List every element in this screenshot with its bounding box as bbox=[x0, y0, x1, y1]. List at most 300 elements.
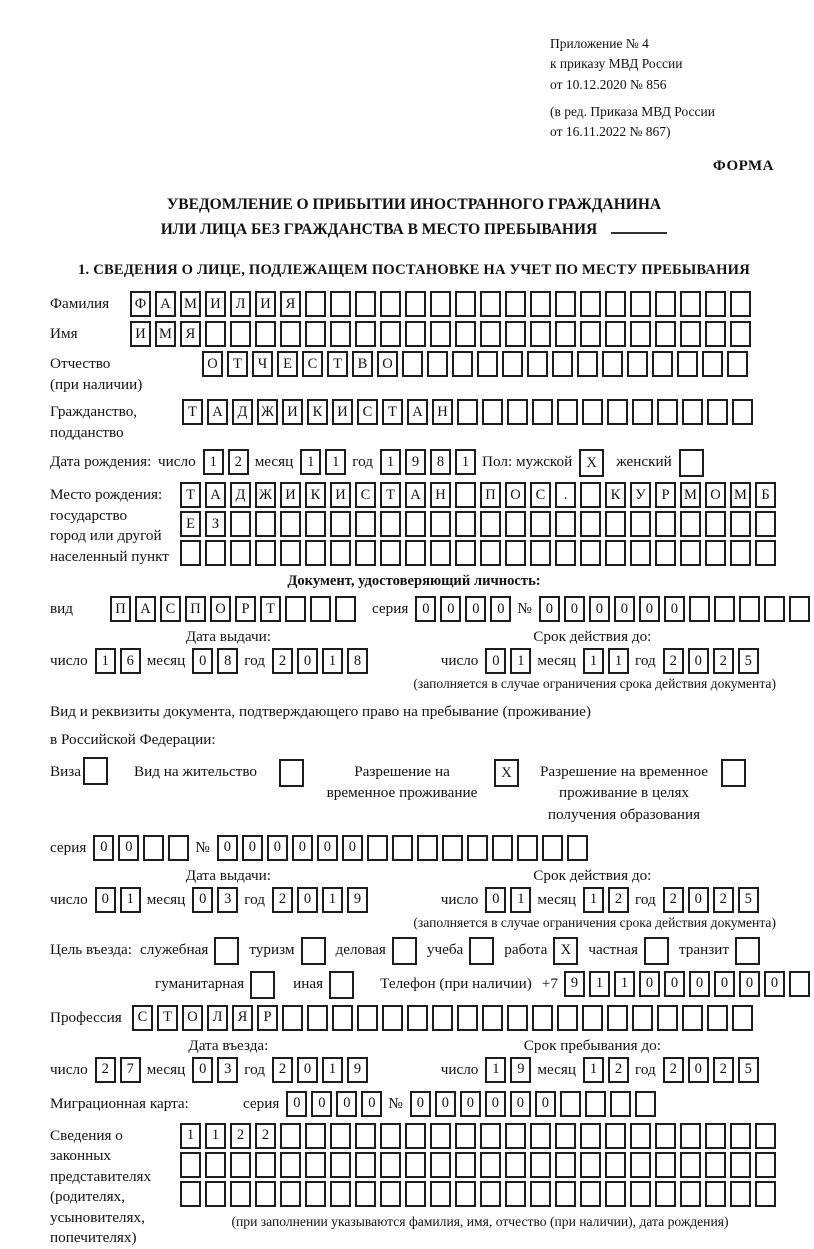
char-box[interactable] bbox=[689, 596, 710, 622]
char-box[interactable]: 5 bbox=[738, 648, 759, 674]
char-box[interactable] bbox=[505, 291, 526, 317]
char-box[interactable] bbox=[735, 937, 760, 965]
char-box[interactable]: 5 bbox=[738, 1057, 759, 1083]
char-box[interactable] bbox=[555, 511, 576, 537]
char-box[interactable] bbox=[755, 1123, 776, 1149]
char-box[interactable]: 0 bbox=[689, 971, 710, 997]
char-box[interactable] bbox=[205, 1152, 226, 1178]
char-box[interactable] bbox=[480, 1123, 501, 1149]
char-box[interactable] bbox=[380, 1152, 401, 1178]
char-box[interactable] bbox=[230, 1152, 251, 1178]
char-box[interactable]: 0 bbox=[286, 1091, 307, 1117]
char-box[interactable]: Д bbox=[232, 399, 253, 425]
char-box[interactable]: 1 bbox=[322, 1057, 343, 1083]
char-box[interactable] bbox=[532, 1005, 553, 1031]
char-box[interactable] bbox=[582, 399, 603, 425]
char-box[interactable] bbox=[530, 1181, 551, 1207]
char-box[interactable]: 2 bbox=[272, 887, 293, 913]
char-box[interactable] bbox=[505, 321, 526, 347]
char-box[interactable]: Т bbox=[182, 399, 203, 425]
char-box[interactable] bbox=[480, 321, 501, 347]
char-box[interactable]: X bbox=[579, 449, 604, 477]
char-box[interactable]: С bbox=[357, 399, 378, 425]
char-box[interactable] bbox=[279, 759, 304, 787]
char-box[interactable] bbox=[480, 1181, 501, 1207]
char-box[interactable]: М bbox=[730, 482, 751, 508]
char-box[interactable] bbox=[655, 511, 676, 537]
char-box[interactable]: 5 bbox=[738, 887, 759, 913]
char-box[interactable] bbox=[605, 291, 626, 317]
char-box[interactable] bbox=[580, 482, 601, 508]
char-box[interactable]: 0 bbox=[714, 971, 735, 997]
char-box[interactable] bbox=[580, 511, 601, 537]
char-box[interactable] bbox=[530, 540, 551, 566]
char-box[interactable] bbox=[630, 511, 651, 537]
char-box[interactable]: 0 bbox=[539, 596, 560, 622]
char-box[interactable] bbox=[732, 399, 753, 425]
char-box[interactable] bbox=[655, 321, 676, 347]
char-box[interactable] bbox=[305, 1181, 326, 1207]
char-box[interactable] bbox=[330, 291, 351, 317]
char-box[interactable]: А bbox=[407, 399, 428, 425]
char-box[interactable]: 9 bbox=[347, 887, 368, 913]
char-box[interactable]: 2 bbox=[608, 1057, 629, 1083]
char-box[interactable] bbox=[305, 321, 326, 347]
char-box[interactable] bbox=[310, 596, 331, 622]
char-box[interactable] bbox=[680, 1123, 701, 1149]
char-box[interactable]: 6 bbox=[120, 648, 141, 674]
char-box[interactable] bbox=[505, 511, 526, 537]
char-box[interactable]: 0 bbox=[192, 648, 213, 674]
char-box[interactable]: Р bbox=[235, 596, 256, 622]
char-box[interactable] bbox=[330, 1123, 351, 1149]
char-box[interactable] bbox=[555, 321, 576, 347]
char-box[interactable]: 0 bbox=[410, 1091, 431, 1117]
char-box[interactable] bbox=[507, 399, 528, 425]
char-box[interactable]: 0 bbox=[93, 835, 114, 861]
char-box[interactable]: С bbox=[302, 351, 323, 377]
char-box[interactable] bbox=[530, 1152, 551, 1178]
char-box[interactable]: 0 bbox=[118, 835, 139, 861]
char-box[interactable] bbox=[407, 1005, 428, 1031]
char-box[interactable]: 0 bbox=[267, 835, 288, 861]
char-box[interactable]: X bbox=[494, 759, 519, 787]
char-box[interactable] bbox=[482, 399, 503, 425]
char-box[interactable]: 1 bbox=[325, 449, 346, 475]
char-box[interactable] bbox=[280, 511, 301, 537]
char-box[interactable]: Я bbox=[180, 321, 201, 347]
char-box[interactable]: М bbox=[680, 482, 701, 508]
char-box[interactable] bbox=[402, 351, 423, 377]
char-box[interactable]: Е bbox=[180, 511, 201, 537]
char-box[interactable]: И bbox=[280, 482, 301, 508]
char-box[interactable] bbox=[705, 1181, 726, 1207]
char-box[interactable] bbox=[730, 1123, 751, 1149]
char-box[interactable]: Б bbox=[755, 482, 776, 508]
char-box[interactable]: 0 bbox=[292, 835, 313, 861]
char-box[interactable] bbox=[382, 1005, 403, 1031]
char-box[interactable] bbox=[505, 1181, 526, 1207]
char-box[interactable] bbox=[542, 835, 563, 861]
char-box[interactable] bbox=[644, 937, 669, 965]
char-box[interactable] bbox=[83, 757, 108, 785]
char-box[interactable]: 9 bbox=[405, 449, 426, 475]
char-box[interactable] bbox=[330, 540, 351, 566]
char-box[interactable]: 2 bbox=[608, 887, 629, 913]
char-box[interactable] bbox=[380, 540, 401, 566]
char-box[interactable]: 0 bbox=[440, 596, 461, 622]
char-box[interactable]: 0 bbox=[192, 1057, 213, 1083]
char-box[interactable]: 0 bbox=[460, 1091, 481, 1117]
char-box[interactable]: 0 bbox=[688, 887, 709, 913]
char-box[interactable] bbox=[680, 540, 701, 566]
char-box[interactable] bbox=[143, 835, 164, 861]
char-box[interactable] bbox=[301, 937, 326, 965]
char-box[interactable] bbox=[285, 596, 306, 622]
char-box[interactable] bbox=[630, 1181, 651, 1207]
char-box[interactable]: 0 bbox=[764, 971, 785, 997]
char-box[interactable]: 0 bbox=[639, 971, 660, 997]
char-box[interactable] bbox=[480, 511, 501, 537]
char-box[interactable]: 2 bbox=[663, 887, 684, 913]
char-box[interactable] bbox=[380, 1181, 401, 1207]
char-box[interactable] bbox=[355, 511, 376, 537]
char-box[interactable]: 1 bbox=[589, 971, 610, 997]
char-box[interactable] bbox=[455, 1123, 476, 1149]
char-box[interactable] bbox=[605, 1123, 626, 1149]
char-box[interactable]: 1 bbox=[510, 648, 531, 674]
char-box[interactable] bbox=[307, 1005, 328, 1031]
char-box[interactable]: 0 bbox=[217, 835, 238, 861]
char-box[interactable] bbox=[430, 321, 451, 347]
char-box[interactable]: 1 bbox=[120, 887, 141, 913]
char-box[interactable] bbox=[605, 1181, 626, 1207]
char-box[interactable]: Т bbox=[382, 399, 403, 425]
char-box[interactable]: А bbox=[155, 291, 176, 317]
char-box[interactable] bbox=[705, 1152, 726, 1178]
char-box[interactable]: К bbox=[305, 482, 326, 508]
char-box[interactable]: 1 bbox=[583, 1057, 604, 1083]
char-box[interactable] bbox=[555, 1181, 576, 1207]
char-box[interactable]: 0 bbox=[415, 596, 436, 622]
char-box[interactable] bbox=[555, 291, 576, 317]
char-box[interactable] bbox=[305, 540, 326, 566]
char-box[interactable]: И bbox=[255, 291, 276, 317]
char-box[interactable] bbox=[330, 511, 351, 537]
char-box[interactable] bbox=[455, 540, 476, 566]
char-box[interactable] bbox=[714, 596, 735, 622]
char-box[interactable] bbox=[430, 540, 451, 566]
char-box[interactable] bbox=[707, 1005, 728, 1031]
char-box[interactable] bbox=[482, 1005, 503, 1031]
char-box[interactable]: 9 bbox=[510, 1057, 531, 1083]
char-box[interactable] bbox=[392, 937, 417, 965]
char-box[interactable] bbox=[560, 1091, 581, 1117]
char-box[interactable] bbox=[630, 291, 651, 317]
char-box[interactable] bbox=[282, 1005, 303, 1031]
char-box[interactable]: Л bbox=[207, 1005, 228, 1031]
char-box[interactable]: 2 bbox=[713, 1057, 734, 1083]
char-box[interactable]: П bbox=[110, 596, 131, 622]
char-box[interactable]: 8 bbox=[217, 648, 238, 674]
char-box[interactable] bbox=[405, 511, 426, 537]
char-box[interactable] bbox=[755, 540, 776, 566]
char-box[interactable] bbox=[657, 399, 678, 425]
char-box[interactable] bbox=[355, 1123, 376, 1149]
char-box[interactable] bbox=[755, 1181, 776, 1207]
char-box[interactable] bbox=[530, 321, 551, 347]
char-box[interactable] bbox=[380, 321, 401, 347]
char-box[interactable] bbox=[280, 1181, 301, 1207]
char-box[interactable] bbox=[280, 1123, 301, 1149]
char-box[interactable] bbox=[405, 321, 426, 347]
char-box[interactable] bbox=[205, 1181, 226, 1207]
char-box[interactable] bbox=[630, 1152, 651, 1178]
char-box[interactable] bbox=[457, 399, 478, 425]
char-box[interactable] bbox=[430, 1152, 451, 1178]
char-box[interactable]: Н bbox=[430, 482, 451, 508]
char-box[interactable] bbox=[555, 1152, 576, 1178]
char-box[interactable]: 0 bbox=[589, 596, 610, 622]
char-box[interactable] bbox=[580, 291, 601, 317]
char-box[interactable] bbox=[789, 971, 810, 997]
char-box[interactable]: 1 bbox=[614, 971, 635, 997]
char-box[interactable] bbox=[682, 399, 703, 425]
char-box[interactable] bbox=[430, 511, 451, 537]
char-box[interactable] bbox=[355, 291, 376, 317]
char-box[interactable] bbox=[605, 540, 626, 566]
char-box[interactable] bbox=[567, 835, 588, 861]
char-box[interactable] bbox=[214, 937, 239, 965]
char-box[interactable]: Я bbox=[280, 291, 301, 317]
char-box[interactable] bbox=[655, 540, 676, 566]
char-box[interactable] bbox=[405, 1181, 426, 1207]
char-box[interactable]: 2 bbox=[272, 648, 293, 674]
char-box[interactable]: Т bbox=[260, 596, 281, 622]
char-box[interactable]: Н bbox=[432, 399, 453, 425]
char-box[interactable] bbox=[607, 1005, 628, 1031]
char-box[interactable] bbox=[677, 351, 698, 377]
char-box[interactable] bbox=[455, 291, 476, 317]
char-box[interactable] bbox=[477, 351, 498, 377]
char-box[interactable]: 1 bbox=[380, 449, 401, 475]
char-box[interactable] bbox=[730, 511, 751, 537]
char-box[interactable] bbox=[730, 540, 751, 566]
char-box[interactable]: 0 bbox=[297, 887, 318, 913]
char-box[interactable]: 0 bbox=[465, 596, 486, 622]
char-box[interactable] bbox=[555, 1123, 576, 1149]
char-box[interactable] bbox=[705, 540, 726, 566]
char-box[interactable] bbox=[530, 511, 551, 537]
char-box[interactable] bbox=[557, 399, 578, 425]
char-box[interactable] bbox=[632, 1005, 653, 1031]
char-box[interactable]: Е bbox=[277, 351, 298, 377]
char-box[interactable] bbox=[502, 351, 523, 377]
char-box[interactable]: X bbox=[553, 937, 578, 965]
char-box[interactable]: С bbox=[160, 596, 181, 622]
char-box[interactable]: 8 bbox=[430, 449, 451, 475]
char-box[interactable] bbox=[630, 321, 651, 347]
char-box[interactable] bbox=[430, 1123, 451, 1149]
char-box[interactable] bbox=[452, 351, 473, 377]
char-box[interactable] bbox=[557, 1005, 578, 1031]
char-box[interactable]: Т bbox=[157, 1005, 178, 1031]
char-box[interactable]: Ф bbox=[130, 291, 151, 317]
char-box[interactable] bbox=[555, 540, 576, 566]
char-box[interactable]: 0 bbox=[739, 971, 760, 997]
char-box[interactable] bbox=[457, 1005, 478, 1031]
char-box[interactable] bbox=[455, 1152, 476, 1178]
char-box[interactable] bbox=[507, 1005, 528, 1031]
char-box[interactable] bbox=[730, 321, 751, 347]
char-box[interactable] bbox=[577, 351, 598, 377]
char-box[interactable] bbox=[168, 835, 189, 861]
char-box[interactable] bbox=[755, 511, 776, 537]
char-box[interactable]: 1 bbox=[455, 449, 476, 475]
char-box[interactable] bbox=[255, 511, 276, 537]
char-box[interactable]: 1 bbox=[485, 1057, 506, 1083]
char-box[interactable] bbox=[732, 1005, 753, 1031]
char-box[interactable]: 1 bbox=[300, 449, 321, 475]
char-box[interactable] bbox=[380, 1123, 401, 1149]
char-box[interactable]: В bbox=[352, 351, 373, 377]
char-box[interactable] bbox=[180, 1152, 201, 1178]
char-box[interactable]: Т bbox=[227, 351, 248, 377]
char-box[interactable]: 1 bbox=[608, 648, 629, 674]
char-box[interactable] bbox=[655, 1123, 676, 1149]
char-box[interactable] bbox=[680, 321, 701, 347]
char-box[interactable]: 3 bbox=[217, 1057, 238, 1083]
char-box[interactable] bbox=[580, 1152, 601, 1178]
char-box[interactable]: 0 bbox=[485, 887, 506, 913]
char-box[interactable] bbox=[405, 291, 426, 317]
char-box[interactable] bbox=[707, 399, 728, 425]
char-box[interactable] bbox=[602, 351, 623, 377]
char-box[interactable]: И bbox=[130, 321, 151, 347]
char-box[interactable] bbox=[480, 1152, 501, 1178]
char-box[interactable] bbox=[330, 1181, 351, 1207]
char-box[interactable]: 1 bbox=[322, 887, 343, 913]
char-box[interactable]: 0 bbox=[510, 1091, 531, 1117]
char-box[interactable]: 2 bbox=[663, 648, 684, 674]
char-box[interactable] bbox=[580, 321, 601, 347]
char-box[interactable]: 0 bbox=[490, 596, 511, 622]
char-box[interactable] bbox=[332, 1005, 353, 1031]
char-box[interactable] bbox=[455, 1181, 476, 1207]
char-box[interactable]: О bbox=[505, 482, 526, 508]
char-box[interactable] bbox=[607, 399, 628, 425]
char-box[interactable]: 0 bbox=[95, 887, 116, 913]
char-box[interactable]: 1 bbox=[322, 648, 343, 674]
char-box[interactable]: А bbox=[405, 482, 426, 508]
char-box[interactable] bbox=[727, 351, 748, 377]
char-box[interactable] bbox=[255, 540, 276, 566]
char-box[interactable] bbox=[329, 971, 354, 999]
char-box[interactable]: М bbox=[155, 321, 176, 347]
char-box[interactable]: Ж bbox=[255, 482, 276, 508]
char-box[interactable]: А bbox=[207, 399, 228, 425]
char-box[interactable] bbox=[530, 1123, 551, 1149]
char-box[interactable] bbox=[230, 1181, 251, 1207]
char-box[interactable]: 1 bbox=[510, 887, 531, 913]
char-box[interactable] bbox=[405, 540, 426, 566]
char-box[interactable]: 2 bbox=[663, 1057, 684, 1083]
char-box[interactable] bbox=[657, 1005, 678, 1031]
char-box[interactable]: С bbox=[530, 482, 551, 508]
char-box[interactable] bbox=[467, 835, 488, 861]
char-box[interactable] bbox=[455, 511, 476, 537]
char-box[interactable]: 0 bbox=[361, 1091, 382, 1117]
char-box[interactable] bbox=[255, 321, 276, 347]
char-box[interactable] bbox=[730, 1152, 751, 1178]
char-box[interactable]: У bbox=[630, 482, 651, 508]
char-box[interactable] bbox=[230, 321, 251, 347]
char-box[interactable]: Т bbox=[327, 351, 348, 377]
char-box[interactable] bbox=[582, 1005, 603, 1031]
char-box[interactable]: 1 bbox=[583, 887, 604, 913]
char-box[interactable]: О bbox=[210, 596, 231, 622]
char-box[interactable]: 0 bbox=[688, 1057, 709, 1083]
char-box[interactable]: Я bbox=[232, 1005, 253, 1031]
char-box[interactable]: 1 bbox=[583, 648, 604, 674]
char-box[interactable] bbox=[280, 321, 301, 347]
char-box[interactable] bbox=[632, 399, 653, 425]
char-box[interactable] bbox=[552, 351, 573, 377]
char-box[interactable] bbox=[180, 1181, 201, 1207]
char-box[interactable]: 9 bbox=[564, 971, 585, 997]
char-box[interactable] bbox=[255, 1181, 276, 1207]
char-box[interactable] bbox=[630, 540, 651, 566]
char-box[interactable]: И bbox=[282, 399, 303, 425]
char-box[interactable]: 3 bbox=[217, 887, 238, 913]
char-box[interactable]: Ж bbox=[257, 399, 278, 425]
char-box[interactable]: Т bbox=[180, 482, 201, 508]
char-box[interactable] bbox=[305, 511, 326, 537]
char-box[interactable] bbox=[205, 321, 226, 347]
char-box[interactable] bbox=[580, 540, 601, 566]
char-box[interactable] bbox=[355, 321, 376, 347]
char-box[interactable]: 9 bbox=[347, 1057, 368, 1083]
char-box[interactable] bbox=[380, 511, 401, 537]
char-box[interactable] bbox=[505, 1152, 526, 1178]
char-box[interactable] bbox=[405, 1123, 426, 1149]
char-box[interactable] bbox=[330, 1152, 351, 1178]
char-box[interactable]: М bbox=[180, 291, 201, 317]
char-box[interactable] bbox=[230, 511, 251, 537]
char-box[interactable] bbox=[355, 540, 376, 566]
char-box[interactable] bbox=[430, 291, 451, 317]
char-box[interactable]: 2 bbox=[228, 449, 249, 475]
char-box[interactable] bbox=[205, 540, 226, 566]
char-box[interactable] bbox=[330, 321, 351, 347]
char-box[interactable] bbox=[764, 596, 785, 622]
char-box[interactable] bbox=[230, 540, 251, 566]
char-box[interactable] bbox=[532, 399, 553, 425]
char-box[interactable] bbox=[655, 1181, 676, 1207]
char-box[interactable]: 2 bbox=[272, 1057, 293, 1083]
char-box[interactable]: 1 bbox=[203, 449, 224, 475]
char-box[interactable]: Р bbox=[257, 1005, 278, 1031]
char-box[interactable]: 0 bbox=[435, 1091, 456, 1117]
char-box[interactable] bbox=[427, 351, 448, 377]
char-box[interactable]: 2 bbox=[255, 1123, 276, 1149]
char-box[interactable] bbox=[755, 1152, 776, 1178]
char-box[interactable] bbox=[255, 1152, 276, 1178]
char-box[interactable] bbox=[480, 540, 501, 566]
char-box[interactable] bbox=[357, 1005, 378, 1031]
char-box[interactable]: . bbox=[555, 482, 576, 508]
char-box[interactable]: 0 bbox=[311, 1091, 332, 1117]
